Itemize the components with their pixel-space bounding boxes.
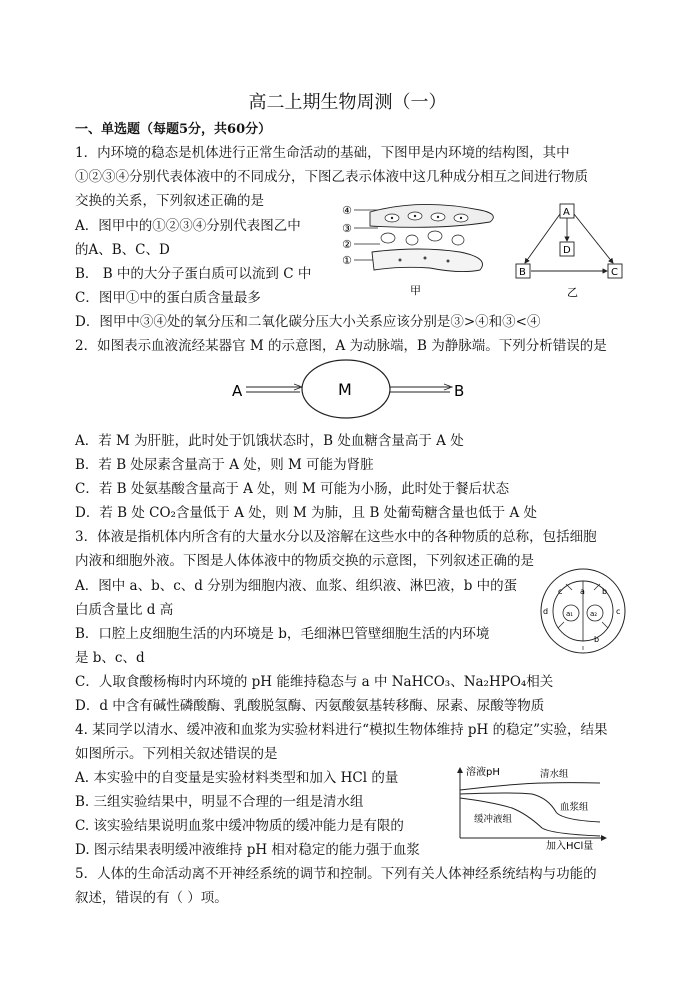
q4-option-b: B. 三组实验结果中，明显不合理的一组是清水组 [75, 794, 364, 810]
q4-ylabel: 溶液pH [466, 767, 500, 778]
q3-option-b-line1: B．口腔上皮细胞生活的内环境是 b，毛细淋巴管壁细胞生活的内环境 [75, 626, 490, 642]
jia-label-2: ② [342, 238, 352, 251]
q1-option-b: B． B 中的大分子蛋白质可以流到 C 中 [75, 266, 312, 282]
page-title: 高二上期生物周测（一） [248, 92, 447, 113]
q2-label-m: M [338, 380, 352, 399]
q1-figure-yi [512, 200, 632, 304]
yi-node-b: B [519, 267, 526, 278]
q2-option-a: A．若 M 为肝脏，此时处于饥饿状态时，B 处血糖含量高于 A 处 [75, 433, 464, 449]
jia-label-1: ① [342, 254, 352, 267]
q4-chart [452, 764, 612, 854]
yi-caption: 乙 [567, 286, 578, 299]
q4-option-c: C. 该实验结果说明血浆中缓冲物质的缓冲能力是有限的 [75, 818, 404, 834]
q3-label-b-bottom: b [594, 635, 600, 644]
q3-figure [538, 566, 628, 660]
q3-option-b-line2: 是 b、c、d [75, 650, 145, 666]
yi-node-a: A [563, 207, 570, 218]
q2-label-b: B [454, 382, 465, 400]
q4-stem-line2: 如图所示。下列相关叙述错误的是 [75, 746, 278, 762]
q1-option-c: C．图甲①中的蛋白质含量最多 [75, 290, 261, 306]
q3-label-c2: c [616, 607, 621, 616]
q3-label-c: c [558, 587, 563, 596]
q3-option-a-line1: A．图中 a、b、c、d 分别为细胞内液、血浆、组织液、淋巴液，b 中的蛋 [75, 578, 518, 594]
q1-stem-line2: ①②③④分别代表体液中的不同成分，下图乙表示体液中这几种成分相互之间进行物质 [75, 169, 588, 185]
q3-option-c: C．人取食酸杨梅时内环境的 pH 能维持稳态与 a 中 NaHCO₃、Na₂HPO₄相关 [75, 674, 554, 690]
jia-caption: 甲 [410, 284, 421, 297]
q4-series-water: 清水组 [540, 769, 569, 780]
q2-stem: 2．如图表示血液流经某器官 M 的示意图，A 为动脉端，B 为静脉端。下列分析错误的是 [75, 338, 607, 354]
q2-option-b: B．若 B 处尿素含量高于 A 处，则 M 可能为肾脏 [75, 457, 374, 473]
jia-label-4: ④ [342, 204, 352, 217]
q3-label-d: d [543, 607, 549, 616]
q2-option-d: D．若 B 处 CO₂含量低于 A 处，则 M 为肺，且 B 处葡萄糖含量也低于 A 处 [75, 505, 537, 521]
q2-label-a: A [232, 382, 243, 400]
yi-node-c: C [611, 267, 618, 278]
q3-option-a-line2: 白质含量比 d 高 [75, 602, 174, 618]
q4-option-a: A. 本实验中的自变量是实验材料类型和加入 HCl 的量 [75, 770, 399, 786]
q1-option-d: D．图甲中③④处的氧分压和二氧化碳分压大小关系应该分别是③>④和③<④ [75, 314, 541, 330]
q3-label-a: a [580, 587, 585, 596]
q5-stem-line2: 叙述，错误的有（ ）项。 [75, 890, 228, 906]
q3-label-a1: a₁ [566, 610, 574, 618]
yi-node-d: D [563, 245, 571, 256]
jia-label-3: ③ [342, 222, 352, 235]
q3-label-b-top: b [602, 587, 608, 596]
q1-figure-jia [340, 200, 510, 304]
q1-stem-line1: 1．内环境的稳态是机体进行正常生命活动的基础，下图甲是内环境的结构图，其中 [75, 145, 570, 161]
q4-series-buffer: 缓冲液组 [474, 814, 513, 825]
q4-xlabel: 加入HCl量 [546, 841, 594, 850]
q3-option-d: D．d 中含有碱性磷酸酶、乳酸脱氢酶、丙氨酸氨基转移酶、尿素、尿酸等物质 [75, 698, 545, 714]
q2-option-c: C．若 B 处氨基酸含量高于 A 处，则 M 可能为小肠，此时处于餐后状态 [75, 481, 510, 497]
q3-label-a2: a₂ [590, 610, 598, 618]
section-heading: 一、单选题（每题5分，共60分） [75, 122, 272, 137]
q3-stem-line2: 内液和细胞外液。下图是人体体液中的物质交换的示意图，下列叙述正确的是 [75, 553, 534, 569]
q5-stem-line1: 5．人体的生命活动离不开神经系统的调节和控制。下列有关人体神经系统结构与功能的 [75, 866, 597, 882]
q3-stem-line1: 3．体液是指机体内所含有的大量水分以及溶解在这些水中的各种物质的总称，包括细胞 [75, 529, 597, 545]
q2-figure [228, 358, 478, 424]
q1-option-a-line1: A．图甲中的①②③④分别代表图乙中 [75, 218, 301, 234]
q1-stem-line3: 交换的关系，下列叙述正确的是 [75, 193, 264, 209]
q4-line-water [460, 783, 600, 790]
q1-option-a-line2: 的A、B、C、D [75, 242, 170, 258]
q4-stem-line1: 4. 某同学以清水、缓冲液和血浆为实验材料进行“模拟生物体维持 pH 的稳定”实验，结果 [75, 722, 608, 738]
q4-option-d: D. 图示结果表明缓冲液维持 pH 相对稳定的能力强于血浆 [75, 842, 420, 858]
q4-series-plasma: 血浆组 [560, 802, 589, 813]
jia-capillary-bottom [372, 249, 483, 272]
